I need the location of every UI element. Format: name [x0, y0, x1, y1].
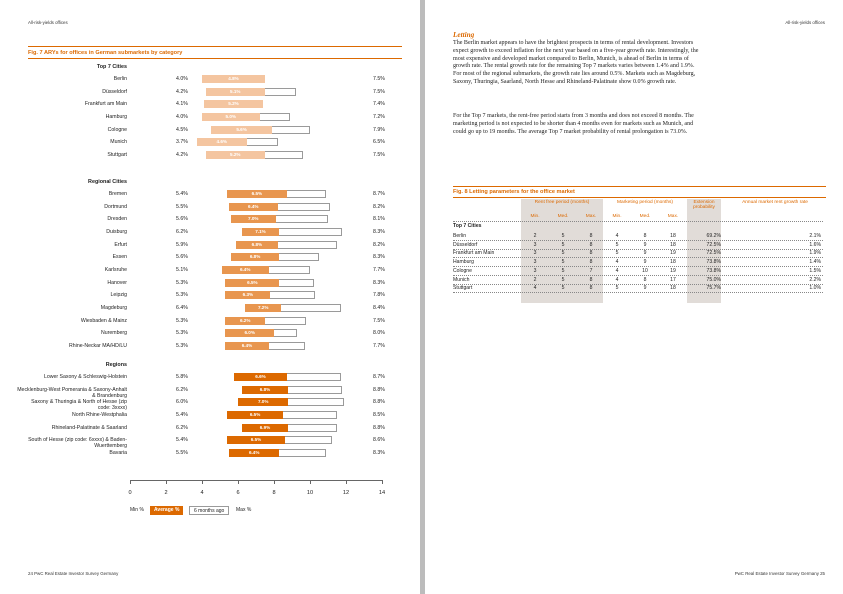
average-bar: 6.0%	[225, 329, 274, 337]
header-divider	[453, 221, 823, 222]
rent-free-cell: 7	[589, 267, 593, 274]
table-top-rule	[453, 186, 826, 187]
x-tick-label: 12	[342, 490, 350, 496]
x-tick	[346, 480, 347, 484]
min-value: 6.4%	[176, 304, 188, 311]
rent-free-cell: 8	[589, 276, 593, 283]
row-label: Nuremberg	[101, 330, 127, 337]
marketing-cell: 17	[670, 276, 676, 283]
x-tick-label: 14	[378, 490, 386, 496]
row-label: North Rhine-Westphalia	[72, 411, 127, 418]
legend-6-months-ago: 6 months ago	[189, 506, 229, 515]
row-label: Karlsruhe	[104, 266, 127, 273]
max-value: 8.3%	[373, 449, 385, 456]
paragraph-1: The Berlin market appears to have the brightest prospects in terms of rental development. Investors expect growth to exceed inflation for the next year based on a five-year growth rate. Interestingly, the most expensive and developed market compared to Berlin, Munich, is ahead of Berlin in terms of growth rate. The rental growth rate for the remaining Top 7 markets varies between 1.4% and 1.9%. For most of the regional submarkets, the growth rate lies around 0.5%. Markets such as Magdeburg, Saxony, Thuringia, Saarland, North Hesse and Rhineland-Palatinate show 0.0% growth rate.	[453, 40, 699, 85]
row-label: Rhine-Neckar MA/HD/LU	[69, 342, 127, 349]
min-value: 4.0%	[176, 76, 188, 82]
max-value: 7.5%	[373, 76, 385, 82]
city-cell: Berlin	[453, 233, 467, 239]
average-bar: 6.5%	[225, 279, 279, 287]
average-bar: 6.8%	[236, 241, 277, 249]
max-value: 8.8%	[373, 399, 385, 406]
column-group-header: Annual market rent growth rate	[742, 200, 808, 205]
rent-free-cell: 3	[533, 267, 537, 274]
legend-average: Average %	[150, 506, 183, 515]
average-bar: 6.4%	[229, 203, 278, 211]
row-label: Düsseldorf	[102, 88, 127, 95]
marketing-cell: 18	[670, 259, 676, 266]
min-value: 5.3%	[176, 342, 188, 349]
row-label: Erfurt	[114, 241, 127, 248]
column-sub-header: Med.	[639, 214, 651, 219]
row-label: Hanover	[107, 279, 127, 286]
average-bar: 6.5%	[227, 436, 285, 444]
x-tick	[130, 480, 131, 484]
average-bar: 6.4%	[225, 342, 268, 350]
marketing-cell: 19	[670, 250, 676, 257]
city-cell: Düsseldorf	[453, 241, 478, 248]
column-group-header: Extension probability	[693, 200, 715, 211]
min-value: 4.1%	[176, 101, 188, 108]
min-value: 6.2%	[176, 424, 188, 431]
running-head: All-risk-yields offices	[28, 20, 68, 25]
max-value: 6.5%	[373, 139, 385, 146]
city-cell: Frankfurt am Main	[453, 250, 495, 257]
average-bar: 6.2%	[225, 317, 265, 325]
rent-free-cell: 5	[561, 259, 565, 266]
min-value: 5.6%	[176, 254, 188, 261]
city-cell: Stuttgart	[453, 285, 473, 292]
marketing-cell: 9	[643, 241, 647, 248]
row-label: Bremen	[108, 191, 127, 197]
x-tick	[238, 480, 239, 484]
city-cell: Hamburg	[453, 259, 474, 266]
row-label: Magdeburg	[100, 304, 127, 311]
rent-free-cell: 8	[589, 250, 593, 257]
row-label: Bavaria	[109, 449, 127, 456]
column-sub-header: Max.	[667, 214, 679, 219]
table-row	[425, 241, 823, 249]
figure-title-rule	[28, 58, 402, 59]
table-row	[425, 232, 823, 240]
row-label: Berlin	[113, 76, 127, 82]
average-bar: 6.5%	[227, 190, 286, 198]
min-value: 6.2%	[176, 228, 188, 235]
average-bar: 6.4%	[222, 266, 269, 274]
marketing-cell: 4	[615, 233, 619, 239]
city-cell: Munich	[453, 276, 470, 283]
max-value: 7.8%	[373, 292, 385, 299]
max-value: 8.7%	[373, 191, 385, 197]
x-tick-label: 4	[200, 490, 204, 496]
figure-title: Fig. 7 ARYs for offices in German submarkets by category	[28, 50, 183, 56]
min-value: 4.0%	[176, 113, 188, 120]
marketing-cell: 18	[670, 241, 676, 248]
max-value: 7.5%	[373, 317, 385, 324]
marketing-cell: 19	[670, 267, 676, 274]
row-label: Munich	[110, 139, 127, 146]
x-tick-label: 2	[164, 490, 168, 496]
min-value: 5.4%	[176, 437, 188, 444]
marketing-cell: 8	[643, 233, 647, 239]
extension-cell: 72.5%	[706, 241, 721, 248]
extension-cell: 69.2%	[706, 233, 721, 239]
min-value: 6.0%	[176, 399, 188, 406]
extension-cell: 75.0%	[706, 276, 721, 283]
max-value: 7.5%	[373, 151, 385, 158]
marketing-cell: 18	[670, 285, 676, 292]
growth-cell: 1.0%	[809, 285, 821, 292]
page-footer: 24 PwC Real Estate Investor Survey Germany	[28, 571, 119, 576]
max-value: 8.8%	[373, 386, 385, 393]
x-tick	[310, 480, 311, 484]
column-sub-header: Med.	[557, 214, 569, 219]
min-value: 5.4%	[176, 411, 188, 418]
average-bar: 6.8%	[231, 253, 280, 261]
max-value: 7.9%	[373, 126, 385, 133]
row-label: Essen	[112, 254, 127, 261]
table-row	[425, 267, 823, 275]
row-label: Lower Saxony & Schleswig-Holstein	[43, 374, 127, 380]
average-bar: 6.4%	[229, 449, 279, 457]
average-bar: 4.8%	[202, 75, 265, 83]
extension-cell: 73.8%	[706, 267, 721, 274]
rent-free-cell: 3	[533, 241, 537, 248]
max-value: 7.7%	[373, 266, 385, 273]
max-value: 8.4%	[373, 304, 385, 311]
min-value: 5.5%	[176, 449, 188, 456]
marketing-cell: 9	[643, 259, 647, 266]
row-label: Frankfurt am Main	[84, 101, 127, 108]
table-title-rule	[453, 197, 826, 198]
max-value: 7.5%	[373, 88, 385, 95]
running-head: All-risk-yields offices	[785, 20, 825, 25]
group-title: Regional Cities	[88, 179, 127, 185]
row-label: Dresden	[107, 216, 127, 223]
rent-free-cell: 3	[533, 250, 537, 257]
min-value: 5.1%	[176, 266, 188, 273]
max-value: 8.3%	[373, 254, 385, 261]
city-cell: Cologne	[453, 267, 472, 274]
legend-max: Max %	[236, 507, 252, 513]
x-tick-label: 6	[236, 490, 240, 496]
average-bar: 5.6%	[211, 126, 272, 134]
average-bar: 4.6%	[197, 138, 247, 146]
x-tick	[382, 480, 383, 484]
marketing-cell: 9	[643, 250, 647, 257]
extension-cell: 73.8%	[706, 259, 721, 266]
growth-cell: 1.5%	[809, 267, 821, 274]
marketing-cell: 5	[615, 241, 619, 248]
average-bar: 6.8%	[242, 386, 289, 394]
table-row	[425, 276, 823, 284]
row-label: Dortmund	[104, 203, 127, 210]
column-sub-header: Min.	[530, 214, 540, 219]
growth-cell: 1.4%	[809, 259, 821, 266]
average-bar: 6.9%	[242, 424, 289, 432]
row-label: Saxony & Thuringia & North of Hesse (zip code: 3xxxx)	[31, 399, 127, 412]
average-bar: 7.0%	[231, 215, 276, 223]
marketing-cell: 8	[643, 276, 647, 283]
table-row	[425, 284, 823, 292]
average-bar: 7.2%	[245, 304, 281, 312]
max-value: 7.4%	[373, 101, 385, 108]
row-label: Stuttgart	[107, 151, 127, 158]
left-page	[0, 0, 420, 594]
rent-free-cell: 2	[533, 233, 537, 239]
min-value: 5.8%	[176, 374, 188, 380]
max-value: 7.7%	[373, 342, 385, 349]
rent-free-cell: 5	[561, 267, 565, 274]
average-bar: 7.0%	[238, 398, 288, 406]
min-value: 5.3%	[176, 292, 188, 299]
average-bar: 6.3%	[225, 291, 270, 299]
row-label: Leipzig	[110, 292, 127, 299]
group-title: Regions	[105, 362, 127, 368]
rent-free-cell: 8	[589, 233, 593, 239]
right-page	[425, 0, 843, 594]
min-value: 4.2%	[176, 88, 188, 95]
rent-free-cell: 8	[589, 285, 593, 292]
min-value: 5.6%	[176, 216, 188, 223]
min-value: 5.9%	[176, 241, 188, 248]
rent-free-cell: 5	[561, 233, 565, 239]
row-label: South of Hesse (zip code: 6xxxx) & Baden-Wuerttemberg	[28, 437, 127, 450]
group-title: Top 7 Cities	[96, 64, 127, 70]
min-value: 5.3%	[176, 330, 188, 337]
max-value: 8.3%	[373, 279, 385, 286]
row-label: Cologne	[107, 126, 127, 133]
max-value: 8.0%	[373, 330, 385, 337]
row-label: Hamburg	[105, 113, 127, 120]
growth-cell: 2.2%	[809, 276, 821, 283]
column-group-header: Rent free period (months)	[534, 200, 590, 205]
marketing-cell: 4	[615, 267, 619, 274]
rent-free-cell: 5	[561, 250, 565, 257]
page-footer: PwC Real Estate Investor Survey Germany 25	[734, 571, 825, 576]
rent-free-cell: 5	[561, 276, 565, 283]
extension-cell: 75.7%	[706, 285, 721, 292]
max-value: 8.8%	[373, 424, 385, 431]
marketing-cell: 4	[615, 276, 619, 283]
average-bar: 7.1%	[242, 228, 280, 236]
row-divider	[453, 292, 823, 293]
rent-free-cell: 5	[561, 285, 565, 292]
table-section-title: Top 7 Cities	[453, 223, 482, 229]
max-value: 8.7%	[373, 374, 385, 380]
section-heading: Letting	[453, 31, 475, 39]
x-axis-line	[130, 480, 382, 481]
min-value: 5.5%	[176, 203, 188, 210]
x-tick	[166, 480, 167, 484]
min-value: 4.2%	[176, 151, 188, 158]
min-value: 5.4%	[176, 191, 188, 197]
min-value: 5.3%	[176, 317, 188, 324]
x-tick	[274, 480, 275, 484]
marketing-cell: 18	[670, 233, 676, 239]
max-value: 7.2%	[373, 113, 385, 120]
growth-cell: 1.9%	[809, 250, 821, 257]
max-value: 8.3%	[373, 228, 385, 235]
max-value: 8.6%	[373, 437, 385, 444]
x-tick-label: 8	[272, 490, 276, 496]
marketing-cell: 5	[615, 285, 619, 292]
rent-free-cell: 5	[561, 241, 565, 248]
rent-free-cell: 4	[533, 285, 537, 292]
min-value: 6.2%	[176, 386, 188, 393]
max-value: 8.1%	[373, 216, 385, 223]
table-row	[425, 249, 823, 257]
growth-cell: 2.1%	[809, 233, 821, 239]
x-tick-label: 0	[128, 490, 132, 496]
table-title: Fig. 8 Letting parameters for the office market	[453, 189, 575, 195]
average-bar: 6.6%	[234, 373, 286, 381]
column-sub-header: Max.	[585, 214, 597, 219]
min-value: 3.7%	[176, 139, 188, 146]
average-bar: 5.2%	[204, 100, 263, 108]
legend-min: Min %	[130, 507, 144, 513]
extension-cell: 72.5%	[706, 250, 721, 257]
paragraph-2: For the Top 7 markets, the rent-free period starts from 3 months and does not exceed 8 months. The marketing period is not expected to be shorter than 4 months even for markets such as Munich, and could go up to 19 months. The average Top 7 market probability of rental prolongation is 73.0%.	[453, 113, 694, 135]
column-group-header: Marketing period (months)	[617, 200, 673, 205]
min-value: 4.5%	[176, 126, 188, 133]
marketing-cell: 4	[615, 259, 619, 266]
column-sub-header: Min.	[612, 214, 622, 219]
min-value: 5.3%	[176, 279, 188, 286]
rent-free-cell: 3	[533, 259, 537, 266]
average-bar: 5.2%	[206, 151, 265, 159]
x-tick-label: 10	[306, 490, 314, 496]
rent-free-cell: 8	[589, 241, 593, 248]
rent-free-cell: 2	[533, 276, 537, 283]
marketing-cell: 10	[642, 267, 648, 274]
marketing-cell: 9	[643, 285, 647, 292]
row-label: Rhineland-Palatinate & Saarland	[51, 424, 127, 431]
row-label: Duisburg	[106, 228, 127, 235]
max-value: 8.5%	[373, 411, 385, 418]
growth-cell: 1.6%	[809, 241, 821, 248]
average-bar: 5.0%	[202, 113, 260, 121]
figure-top-rule	[28, 46, 402, 47]
average-bar: 6.5%	[227, 411, 283, 419]
table-row	[425, 258, 823, 266]
rent-free-cell: 8	[589, 259, 593, 266]
average-bar: 5.1%	[206, 88, 265, 96]
max-value: 8.2%	[373, 203, 385, 210]
row-label: Wiesbaden & Mainz	[80, 317, 127, 324]
max-value: 8.2%	[373, 241, 385, 248]
marketing-cell: 5	[615, 250, 619, 257]
row-label: Mecklenburg-West Pomerania & Saxony-Anhalt & Brandenburg	[17, 386, 127, 399]
x-tick	[202, 480, 203, 484]
